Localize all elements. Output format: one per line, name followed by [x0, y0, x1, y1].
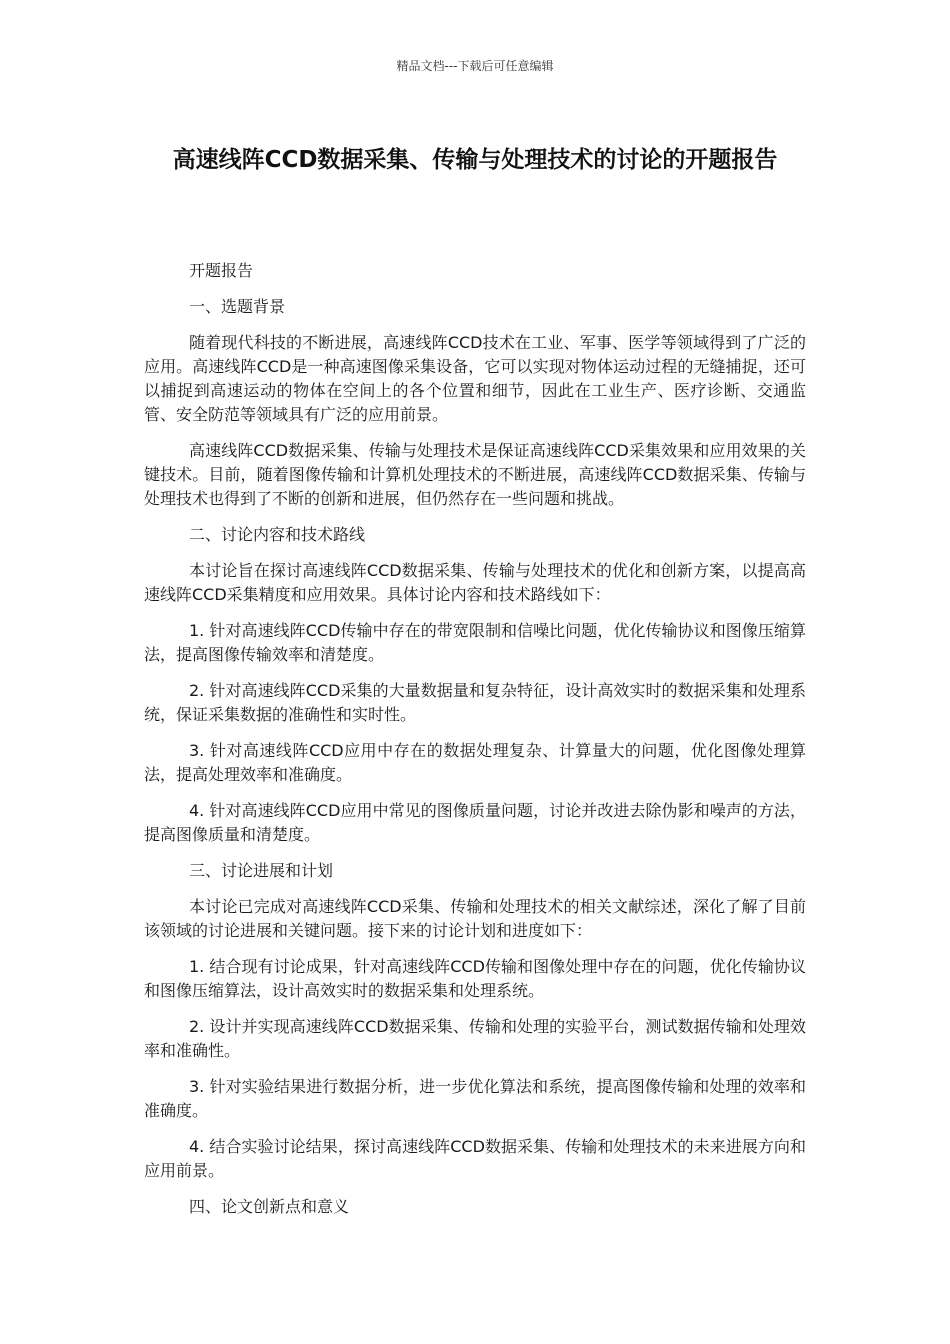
- paragraph-content-intro: 本讨论旨在探讨高速线阵CCD数据采集、传输与处理技术的优化和创新方案，以提高高速线阵CCD采集精度和应用效果。具体讨论内容和技术路线如下：: [144, 561, 806, 604]
- list-item-progress-2: 2. 设计并实现高速线阵CCD数据采集、传输和处理的实验平台，测试数据传输和处理效率和准确性。: [144, 1017, 806, 1060]
- list-item-content-2: 2. 针对高速线阵CCD采集的大量数据量和复杂特征，设计高效实时的数据采集和处理系统，保证采集数据的准确性和实时性。: [144, 681, 806, 724]
- section-heading-background: 一、选题背景: [189, 297, 286, 316]
- document-title: 高速线阵CCD数据采集、传输与处理技术的讨论的开题报告: [172, 147, 778, 173]
- list-item-progress-4: 4. 结合实验讨论结果，探讨高速线阵CCD数据采集、传输和处理技术的未来进展方向和应用前景。: [144, 1137, 806, 1180]
- list-item-content-1: 1. 针对高速线阵CCD传输中存在的带宽限制和信噪比问题，优化传输协议和图像压缩算法，提高图像传输效率和清楚度。: [144, 621, 806, 664]
- list-item-content-4: 4. 针对高速线阵CCD应用中常见的图像质量问题，讨论并改进去除伪影和噪声的方法，提高图像质量和清楚度。: [144, 801, 806, 844]
- paragraph-background-1: 随着现代科技的不断进展，高速线阵CCD技术在工业、军事、医学等领域得到了广泛的应用。高速线阵CCD是一种高速图像采集设备，它可以实现对物体运动过程的无缝捕捉，还可以捕捉到高速运动的物体在空间上的各个位置和细节，因此在工业生产、医疗诊断、交通监管、安全防范等领域具有广泛的应用前景。: [144, 333, 806, 424]
- paragraph-progress-intro: 本讨论已完成对高速线阵CCD采集、传输和处理技术的相关文献综述，深化了解了目前该领域的讨论进展和关键问题。接下来的讨论计划和进度如下：: [144, 897, 806, 940]
- section-label: 开题报告: [189, 261, 254, 280]
- section-heading-content: 二、讨论内容和技术路线: [189, 525, 366, 544]
- section-heading-progress: 三、讨论进展和计划: [189, 861, 334, 880]
- list-item-progress-1: 1. 结合现有讨论成果，针对高速线阵CCD传输和图像处理中存在的问题，优化传输协议和图像压缩算法，设计高效实时的数据采集和处理系统。: [144, 957, 806, 1000]
- header-note: 精品文档---下载后可任意编辑: [396, 59, 554, 73]
- list-item-progress-3: 3. 针对实验结果进行数据分析，进一步优化算法和系统，提高图像传输和处理的效率和准确度。: [144, 1077, 806, 1120]
- paragraph-background-2: 高速线阵CCD数据采集、传输与处理技术是保证高速线阵CCD采集效果和应用效果的关键技术。目前，随着图像传输和计算机处理技术的不断进展，高速线阵CCD数据采集、传输与处理技术也得到了不断的创新和进展，但仍然存在一些问题和挑战。: [144, 441, 806, 508]
- list-item-content-3: 3. 针对高速线阵CCD应用中存在的数据处理复杂、计算量大的问题，优化图像处理算法，提高处理效率和准确度。: [144, 741, 806, 784]
- section-heading-innovation: 四、论文创新点和意义: [189, 1197, 350, 1216]
- document-body: [144, 259, 806, 1231]
